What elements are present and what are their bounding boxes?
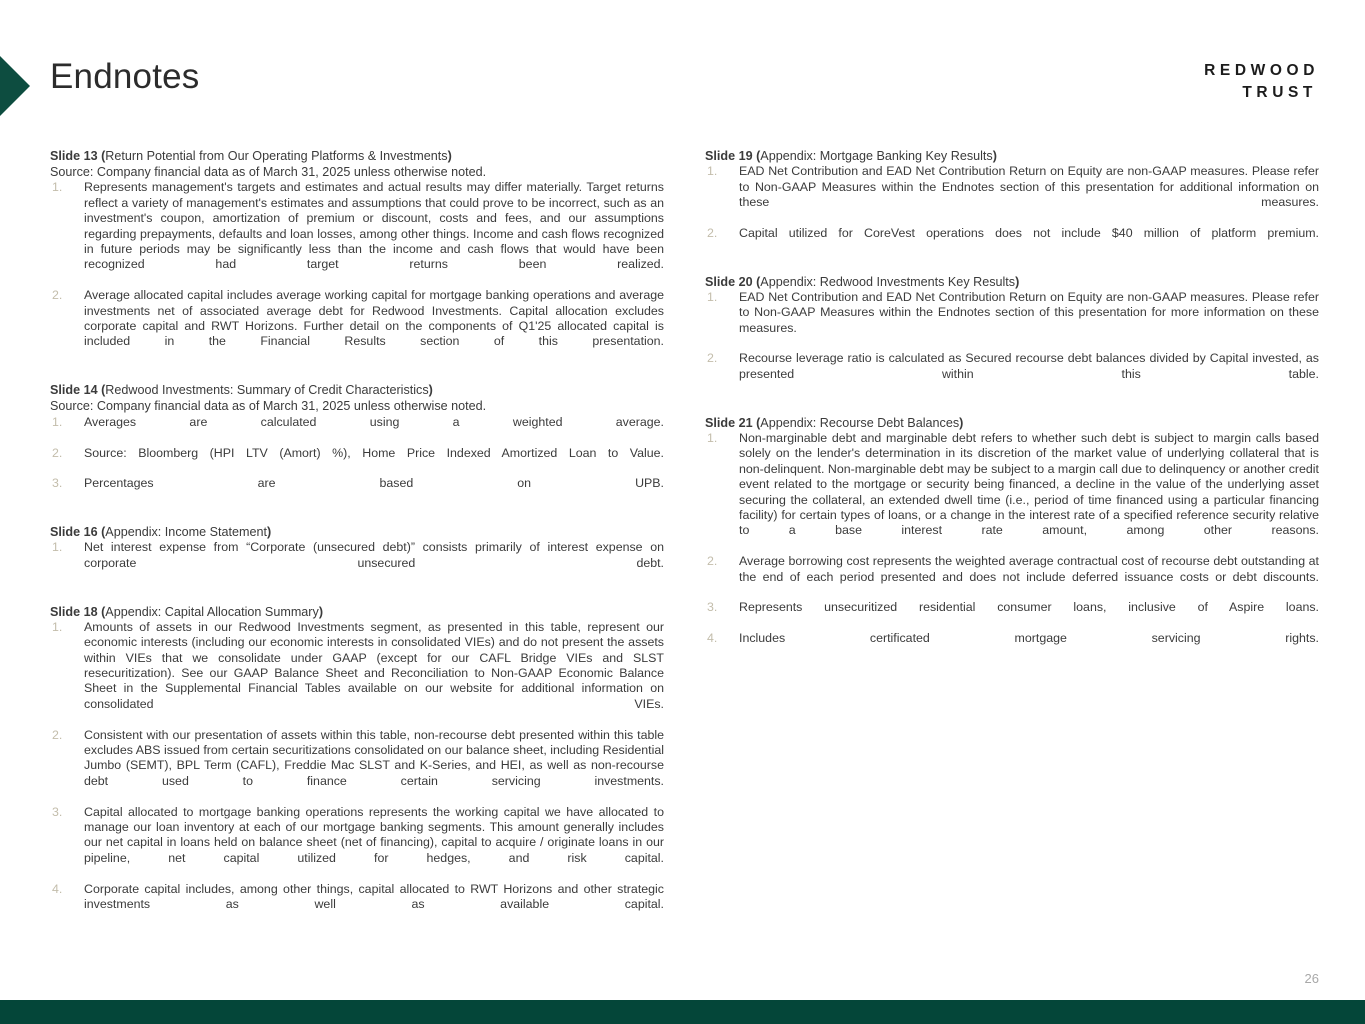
endnote-text: Recourse leverage ratio is calculated as Secured recourse debt balances divided by Capital invested, as presented within this table.: [739, 351, 1319, 381]
endnote-text: Capital utilized for CoreVest operations does not include $40 million of platform premium.: [739, 225, 1319, 240]
endnote-section: [50, 524, 664, 586]
endnote-text: Source: Bloomberg (HPI LTV (Amort) %), Home Price Indexed Amortized Loan to Value.: [84, 445, 664, 460]
endnotes-column-right: [705, 148, 1319, 662]
endnote-text: Represents unsecuritized residential consumer loans, inclusive of Aspire loans.: [739, 600, 1319, 615]
endnote-section: [705, 415, 1319, 662]
endnote-item: [50, 620, 664, 728]
endnote-text: Averages are calculated using a weighted average.: [84, 414, 664, 429]
heading-slide-label: Slide 13 (: [50, 149, 106, 163]
endnote-text: EAD Net Contribution and EAD Net Contribution Return on Equity are non-GAAP measures. Please refer to Non-GAAP Measures within the Endnotes section of this presentation for more information on these measures.: [739, 289, 1319, 335]
endnote-item: [705, 226, 1319, 257]
endnote-number: 2.: [52, 288, 63, 303]
endnote-text: Corporate capital includes, among other things, capital allocated to RWT Horizons and other strategic investments as well as available capital.: [84, 881, 664, 912]
endnote-section-heading: [705, 274, 1319, 290]
heading-close-paren: ): [428, 383, 433, 398]
endnote-list: [705, 290, 1319, 398]
endnote-number: 4.: [52, 881, 63, 896]
endnote-number: 2.: [52, 727, 63, 742]
brand-name-line-2: TRUST: [1242, 84, 1317, 102]
endnote-text: Amounts of assets in our Redwood Investments segment, as presented in this table, represent our economic interests (including our economic interests in consolidated VIEs) and do not present the assets within VIEs that we consolidate under GAAP (except for our CAFL Bridge VIEs and SLST resecuritization). See our GAAP Balance Sheet and Reconciliation to Non-GAAP Economic Balance Sheet in the Supplemental Financial Tables available on our website for additional information on consolidated VIEs.: [84, 619, 664, 711]
heading-slide-label: Slide 19 (: [705, 149, 761, 163]
endnote-section-source: Source: Company financial data as of March 31, 2025 unless otherwise noted.: [50, 399, 487, 414]
endnote-number: 1.: [707, 430, 718, 445]
endnote-number: 1.: [52, 619, 63, 634]
endnote-number: 3.: [52, 476, 63, 491]
brand-name-line-1: REDWOOD: [1204, 62, 1319, 79]
endnote-item: [705, 431, 1319, 554]
heading-slide-name: Appendix: Redwood Investments Key Results: [760, 274, 1016, 289]
endnote-section-heading: [50, 148, 664, 164]
endnote-text: Average borrowing cost represents the weighted average contractual cost of recourse debt outstanding at the end of each period presented and does not include deferred issuance costs or debt discounts.: [739, 554, 1319, 584]
endnote-number: 1.: [52, 540, 63, 555]
heading-slide-label: Slide 14 (: [50, 383, 106, 398]
endnote-section-source: Source: Company financial data as of March 31, 2025 unless otherwise noted.: [50, 165, 487, 180]
endnote-item: [705, 600, 1319, 631]
endnote-section: [705, 148, 1319, 257]
endnote-section-heading: [705, 148, 1319, 164]
endnote-number: 1.: [52, 414, 63, 429]
endnote-item: [50, 446, 664, 477]
endnote-item: [50, 288, 664, 365]
endnote-list: [705, 164, 1319, 256]
endnote-item: [50, 180, 664, 288]
heading-close-paren: ): [1015, 274, 1020, 289]
endnotes-content: [0, 148, 1365, 964]
endnote-number: 2.: [707, 351, 718, 366]
endnote-number: 2.: [707, 554, 718, 569]
heading-slide-name: Appendix: Mortgage Banking Key Results: [760, 149, 993, 163]
heading-slide-name: Appendix: Income Statement: [105, 525, 268, 540]
endnote-text: Consistent with our presentation of assets within this table, non-recourse debt presented within this table excludes ABS issued from certain securitizations consolidated on our balance sheet, including Residential Jumbo (SEMT), BPL Term (CAFL), Freddie Mac SLST and K-Series, and HEI, as well as non-recourse debt used to finance certain servicing investments.: [84, 727, 664, 788]
endnote-section-heading: [50, 524, 664, 540]
endnote-item: [705, 554, 1319, 600]
endnotes-column-left: [50, 148, 664, 928]
endnote-text: Percentages are based on UPB.: [84, 476, 664, 491]
endnote-text: Average allocated capital includes average working capital for mortgage banking operations and average investments net of associated average debt for Redwood Investments. Capital allocation excludes corporate capital and RWT Horizons. Further detail on the components of Q1'25 allocated capital is included in the Financial Results section of this presentation.: [84, 288, 664, 349]
endnote-section: [50, 604, 664, 928]
endnote-item: [50, 415, 664, 446]
endnote-item: [50, 540, 664, 586]
endnote-number: 1.: [707, 164, 718, 179]
endnote-number: 1.: [707, 289, 718, 304]
heading-slide-label: Slide 18 (: [50, 604, 106, 619]
heading-close-paren: ): [318, 604, 324, 619]
endnote-text: Net interest expense from “Corporate (unsecured debt)” consists primarily of interest expense on corporate unsecured debt.: [84, 540, 664, 570]
heading-slide-name: Appendix: Capital Allocation Summary: [105, 604, 319, 619]
endnote-list: [50, 540, 664, 586]
endnote-number: 3.: [52, 804, 63, 819]
endnote-number: 2.: [707, 225, 718, 240]
endnote-number: 1.: [52, 180, 63, 195]
endnote-item: [50, 882, 664, 928]
endnote-text: EAD Net Contribution and EAD Net Contribution Return on Equity are non-GAAP measures. Please refer to Non-GAAP Measures within the Endnotes section of this presentation for additional information on these measures.: [739, 164, 1319, 210]
heading-close-paren: ): [959, 415, 964, 430]
endnote-number: 2.: [52, 445, 63, 460]
page-title: Endnotes: [50, 57, 200, 96]
endnote-section-heading: [50, 604, 664, 620]
triangle-accent-icon: [0, 56, 30, 116]
endnote-list: [50, 180, 664, 365]
endnote-section: [50, 382, 664, 507]
endnote-list: [50, 415, 664, 507]
endnote-item: [50, 728, 664, 805]
heading-close-paren: ): [447, 149, 452, 163]
endnote-section: [50, 148, 664, 365]
endnote-item: [705, 164, 1319, 226]
endnote-section-heading: [705, 415, 1319, 431]
heading-close-paren: ): [267, 525, 272, 540]
page-number: 26: [1304, 971, 1319, 986]
heading-slide-name: Appendix: Recourse Debt Balances: [760, 415, 960, 430]
endnote-item: [705, 290, 1319, 352]
endnote-section-heading: [50, 382, 664, 398]
endnote-text: Capital allocated to mortgage banking operations represents the working capital we have allocated to manage our loan inventory at each of our mortgage banking segments. This amount generally includes our net capital in loans held on balance sheet (net of financing), capital to acquire / originate loans in our pipeline, net capital utilized for hedges, and risk capital.: [84, 804, 664, 865]
endnote-number: 3.: [707, 600, 718, 615]
endnote-list: [50, 620, 664, 928]
heading-slide-label: Slide 20 (: [705, 274, 761, 289]
heading-slide-name: Return Potential from Our Operating Platforms & Investments: [105, 149, 448, 163]
endnote-item: [50, 476, 664, 507]
endnote-text: Includes certificated mortgage servicing rights.: [739, 631, 1319, 646]
heading-slide-name: Redwood Investments: Summary of Credit Characteristics: [105, 383, 429, 398]
endnote-item: [705, 351, 1319, 397]
redwood-trust-logo: [1204, 60, 1319, 105]
endnote-section: [705, 274, 1319, 398]
slide-header: [0, 0, 1365, 132]
endnote-item: [50, 805, 664, 882]
endnote-text: Non-marginable debt and marginable debt refers to whether such debt is subject to margin calls based solely on the lender's determination in its discretion of the market value of underlying collateral that is non-delinquent. Non-marginable debt may be subject to a margin call due to delinquency or another credit event related to the mortgage or security being financed, a decline in the value of the underlying asset securing the collateral, an extended dwell time (i.e., period of time financed using a particular financing facility) for certain types of loans, or a change in the interest rate of a specified reference security relative to a base interest rate amount, among other reasons.: [739, 430, 1319, 538]
endnote-text: Represents management's targets and estimates and actual results may differ materially. Target returns reflect a variety of management's estimates and assumptions that could prove to be incorrect, such as an investment's coupon, amortization of premium or discount, costs and fees, and our assumptions regarding prepayments, defaults and loan losses, among other things. Income and cash flows recognized in future periods may be significantly less than the income and cash flows that would have been recognized had target returns been realized.: [84, 180, 664, 272]
footer-bar: [0, 1000, 1365, 1024]
endnote-item: [705, 631, 1319, 662]
heading-slide-label: Slide 16 (: [50, 525, 106, 540]
endnote-number: 4.: [707, 631, 718, 646]
heading-close-paren: ): [992, 149, 997, 163]
endnote-list: [705, 431, 1319, 662]
heading-slide-label: Slide 21 (: [705, 415, 761, 430]
